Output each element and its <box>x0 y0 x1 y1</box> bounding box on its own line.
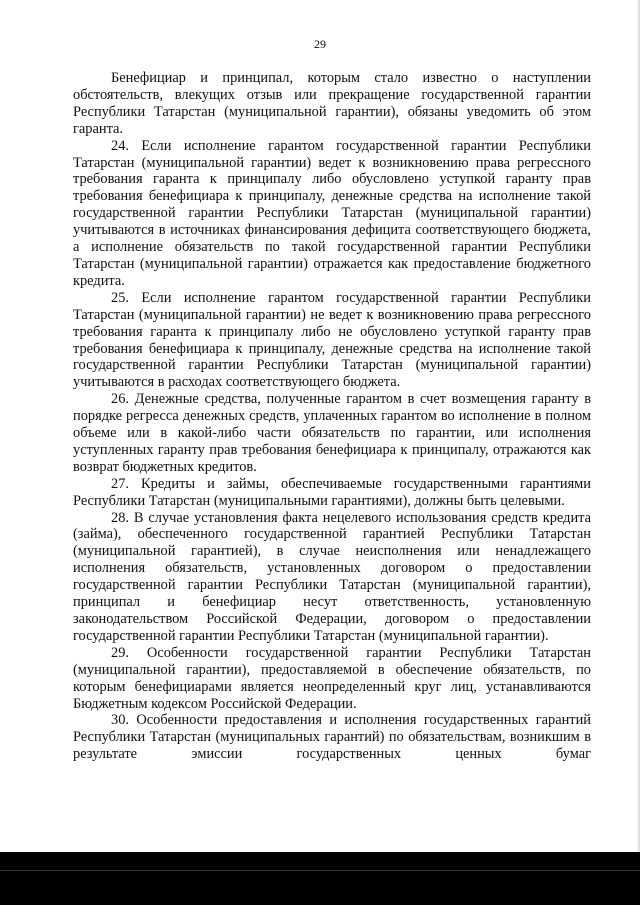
paragraph-30: 30. Особенности предоставления и исполнения государственных гарантий Республики Татарстан (муниципальных гарантий) по обязательствам, возникшим в результате эмиссии государственных ценных бумаг <box>73 712 591 763</box>
paragraph-beneficiary-notice: Бенефициар и принципал, которым стало известно о наступлении обстоятельств, влекущих отзыв или прекращение государственной гарантии Республики Татарстан (муниципальной гарантии), обязаны уведомить об этом гаранта. <box>73 70 591 137</box>
paragraph-26: 26. Денежные средства, полученные гарантом в счет возмещения гаранту в порядке регресса денежных средств, уплаченных гарантом во исполнение в полном объеме или в какой-либо части обязательств по гарантии, или исполнения уступленных гаранту прав требования бенефициара к принципалу, отражаются как возврат бюджетных кредитов. <box>73 391 591 475</box>
scan-footer-bar <box>0 852 640 905</box>
document-body <box>73 70 591 763</box>
scan-footer-line <box>0 870 640 871</box>
paragraph-29: 29. Особенности государственной гарантии Республики Татарстан (муниципальной гарантии), предоставляемой в обеспечение обязательств, по которым бенефициарами является неопределенный круг лиц, устанавливаются Бюджетным кодексом Российской Федерации. <box>73 644 591 712</box>
paragraph-27: 27. Кредиты и займы, обеспечиваемые государственными гарантиями Республики Татарстан (муниципальными гарантиями), должны быть целевыми. <box>73 475 591 509</box>
paragraph-25: 25. Если исполнение гарантом государственной гарантии Республики Татарстан (муниципальной гарантии) не ведет к возникновению права регрессного требования гаранта к принципалу либо не обусловлено уступкой гаранту прав требования бенефициара к принципалу, денежные средства на исполнение такой государственной гарантии Республики Татарстан (муниципальной гарантии) учитываются в расходах соответствующего бюджета. <box>73 289 591 391</box>
paragraph-24: 24. Если исполнение гарантом государственной гарантии Республики Татарстан (муниципальной гарантии) ведет к возникновению права регрессного требования гаранта к принципалу либо обусловлено уступкой гаранту прав требования бенефициара к принципалу, денежные средства на исполнение такой государственной гарантии Республики Татарстан (муниципальной гарантии) учитываются в источниках финансирования дефицита соответствующего бюджета, а исполнение обязательств по такой государственной гарантии Республики Татарстан (муниципальной гарантии) отражается как предоставление бюджетного кредита. <box>73 137 591 289</box>
paragraph-28: 28. В случае установления факта нецелевого использования средств кредита (займа), обеспеченного государственной гарантией Республики Татарстан (муниципальной гарантией), в случае неисполнения или ненадлежащего исполнения обязательств, установленных договором о предоставлении государственной гарантии Республики Татарстан (муниципальной гарантии), принципал и бенефициар несут ответственность, установленную законодательством Российской Федерации, договором о предоставлении государственной гарантии Республики Татарстан (муниципальной гарантии). <box>73 509 591 644</box>
page-number: 29 <box>314 37 326 51</box>
